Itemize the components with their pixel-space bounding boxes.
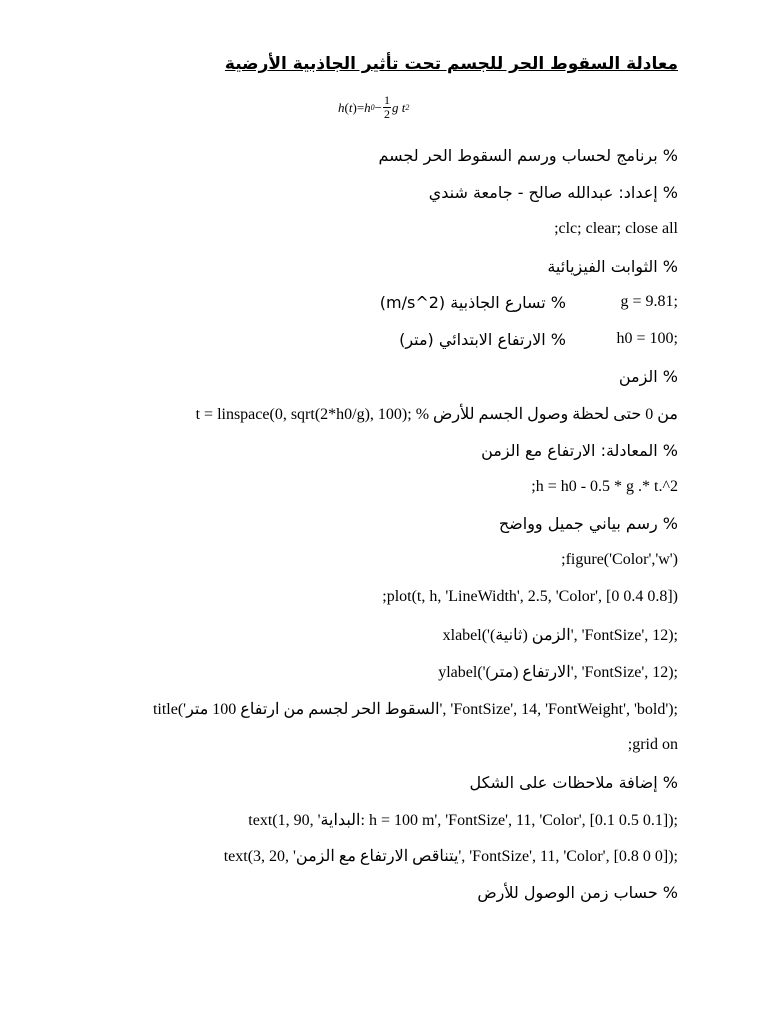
- eq-open-paren: (: [344, 99, 349, 115]
- eq-close-paren: ): [352, 99, 357, 115]
- code-text-1: text(1, 90, 'البداية: h = 100 m', 'FontSize', 11, 'Color', [0.1 0.5 0.1]);: [248, 812, 678, 829]
- comment-equation: % المعادلة: الارتفاع مع الزمن: [481, 441, 678, 460]
- comment-program: % برنامج لحساب ورسم السقوط الحر لجسم: [378, 146, 678, 165]
- line-h0: [0, 330, 768, 354]
- eq-num: 1: [384, 93, 390, 107]
- eq-equals: =: [356, 99, 365, 115]
- comment-h0: % الارتفاع الابتدائي (متر): [399, 330, 566, 349]
- eq-h: h: [338, 99, 345, 115]
- eq-minus: −: [374, 99, 382, 115]
- document-title: معادلة السقوط الحر للجسم تحت تأثير الجاذبية الأرضية: [224, 54, 678, 74]
- eq-fraction: [383, 94, 391, 121]
- code-plot: ;plot(t, h, 'LineWidth', 2.5, 'Color', [0 0.4 0.8]): [382, 588, 678, 605]
- code-text-2: text(3, 20, 'يتناقص الارتفاع مع الزمن', 'FontSize', 11, 'Color', [0.8 0 0]);: [223, 848, 678, 865]
- code-xlabel: xlabel('الزمن (ثانية)', 'FontSize', 12);: [442, 627, 678, 644]
- code-ylabel: ylabel('الارتفاع (متر)', 'FontSize', 12);: [438, 664, 678, 681]
- comment-author: % إعداد: عبدالله صالح - جامعة شندي: [428, 183, 678, 202]
- eq-gt: g t: [392, 99, 406, 115]
- code-linspace: t = linspace(0, sqrt(2*h0/g), 100); % من 0 حتى لحظة وصول الجسم للأرض: [195, 406, 678, 423]
- free-fall-equation: [338, 94, 409, 121]
- comment-annotations: % إضافة ملاحظات على الشكل: [469, 773, 678, 792]
- code-figure: ;figure('Color','w'): [561, 551, 678, 568]
- line-g: [0, 293, 768, 317]
- code-h0: ;h0 = 100: [616, 330, 678, 347]
- code-h: ;h = h0 - 0.5 * g .* t.^2: [531, 478, 678, 495]
- code-g: ;g = 9.81: [620, 293, 678, 310]
- eq-sup: 2: [405, 103, 410, 112]
- comment-g: % تسارع الجاذبية (m/s^2): [379, 293, 566, 312]
- eq-t: t: [348, 99, 353, 115]
- code-title: title('السقوط الحر لجسم من ارتفاع 100 متر', 'FontSize', 14, 'FontWeight', 'bold');: [152, 701, 678, 718]
- comment-plot: % رسم بياني جميل وواضح: [498, 514, 678, 533]
- eq-den: 2: [384, 107, 390, 121]
- eq-h0-sub: 0: [370, 103, 375, 112]
- comment-arrival: % حساب زمن الوصول للأرض: [477, 883, 678, 902]
- comment-time: % الزمن: [618, 367, 678, 386]
- code-grid: ;grid on: [627, 736, 678, 753]
- eq-h0: h: [364, 99, 371, 115]
- comment-constants: % الثوابت الفيزيائية: [547, 257, 678, 276]
- code-clc: ;clc; clear; close all: [554, 220, 678, 237]
